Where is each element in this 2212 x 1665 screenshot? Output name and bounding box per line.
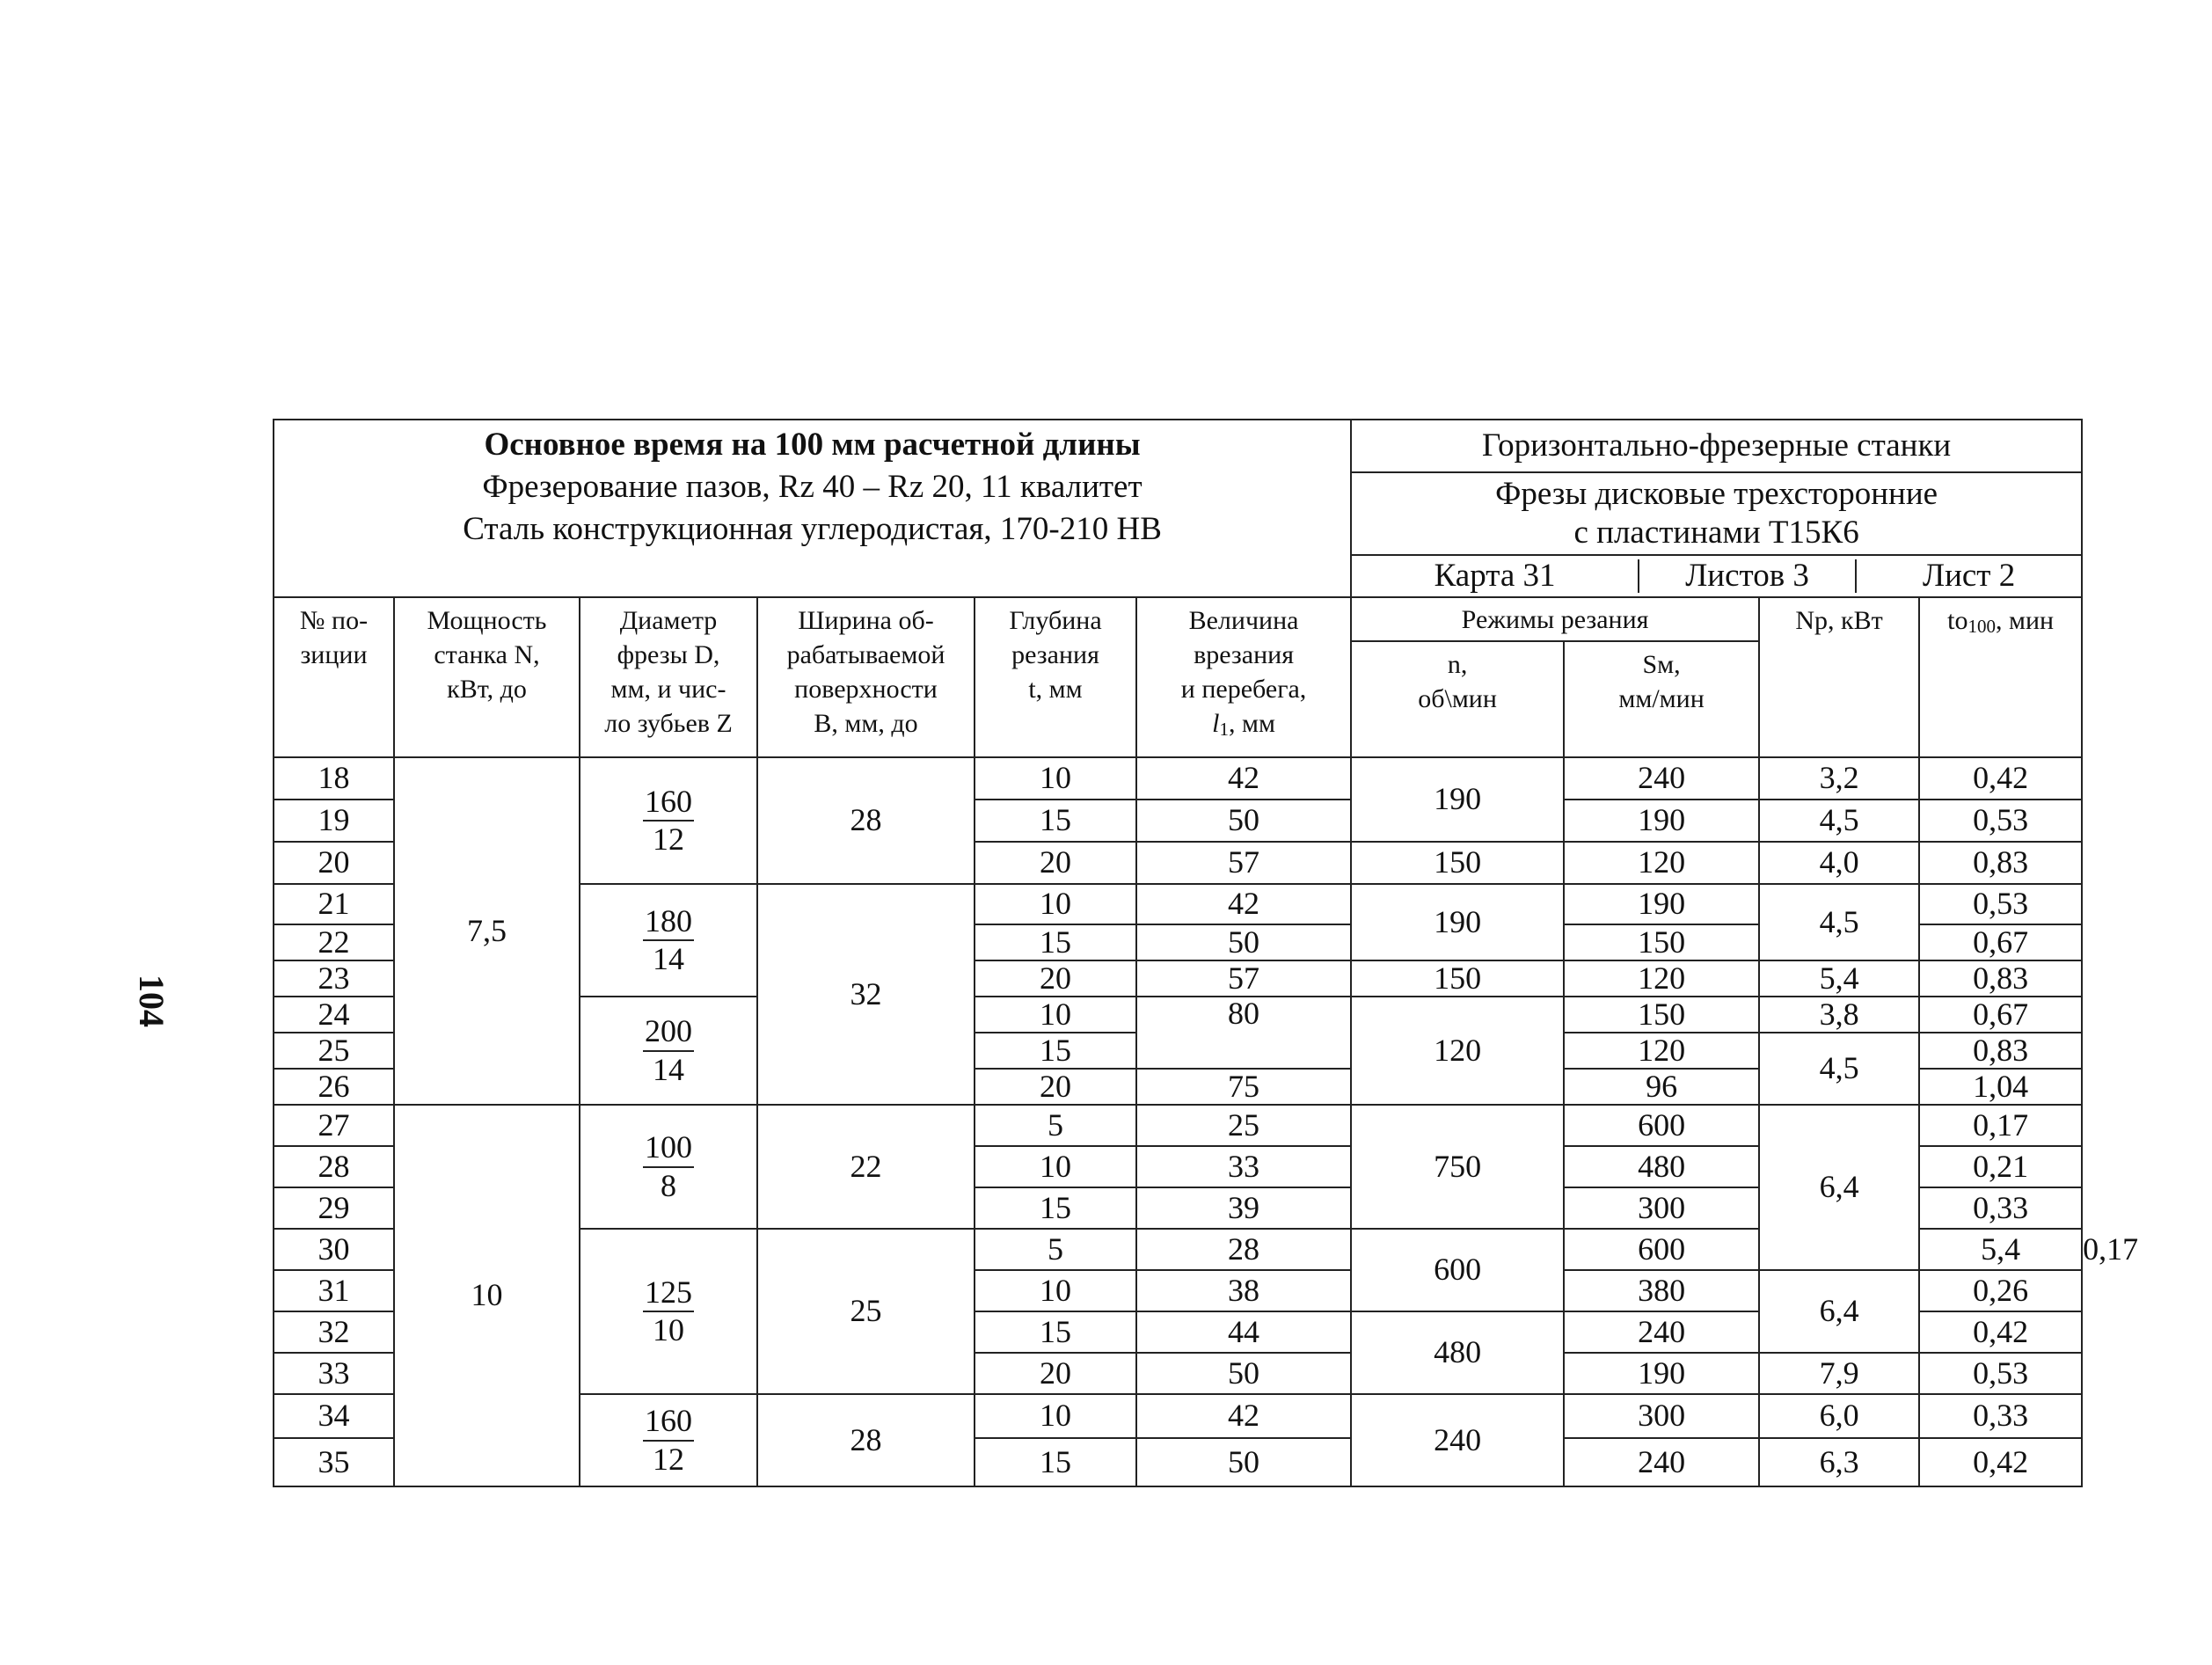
col-power-np: Np, кВт — [1759, 597, 1919, 757]
depth-cell: 20 — [975, 842, 1136, 884]
diameter-value: 100 — [643, 1129, 694, 1167]
main-time-cell: 0,83 — [1919, 960, 2082, 997]
machine-type: Горизонтально-фрезерные станки — [1351, 420, 2082, 472]
tool-line-1: Фрезы дисковые трехсторонние — [1495, 475, 1938, 512]
cutting-power-cell: 4,5 — [1759, 1033, 1919, 1105]
table-title-block — [274, 420, 1351, 597]
position-cell: 29 — [274, 1187, 394, 1229]
teeth-count: 12 — [653, 1441, 684, 1477]
feed-rate-cell: 150 — [1564, 924, 1759, 960]
depth-cell: 15 — [975, 800, 1136, 842]
overrun-cell: 44 — [1136, 1311, 1351, 1353]
spindle-speed-cell: 480 — [1351, 1311, 1564, 1394]
card-info — [1351, 555, 2082, 597]
depth-cell: 5 — [975, 1105, 1136, 1146]
position-cell: 35 — [274, 1438, 394, 1486]
diameter-teeth-cell — [580, 1105, 757, 1229]
main-time-cell: 0,53 — [1919, 884, 2082, 924]
teeth-count: 14 — [653, 941, 684, 976]
depth-cell: 15 — [975, 1187, 1136, 1229]
diameter-fraction — [643, 1274, 694, 1349]
tool-description — [1351, 472, 2082, 555]
overrun-cell: 57 — [1136, 842, 1351, 884]
cutting-power-cell: 3,2 — [1759, 757, 1919, 800]
position-cell: 27 — [274, 1105, 394, 1146]
spindle-speed-cell: 190 — [1351, 884, 1564, 960]
position-cell: 32 — [274, 1311, 394, 1353]
teeth-count: 12 — [653, 822, 684, 857]
cutting-power-cell: 6,4 — [1759, 1270, 1919, 1353]
depth-cell: 20 — [975, 1069, 1136, 1105]
depth-cell: 15 — [975, 1311, 1136, 1353]
operation-description: Фрезерование пазов, Rz 40 – Rz 20, 11 квалитет — [482, 469, 1143, 506]
position-cell: 19 — [274, 800, 394, 842]
overrun-cell: 39 — [1136, 1187, 1351, 1229]
width-cell: 25 — [757, 1229, 975, 1394]
col-cutting-modes: Режимы резания — [1351, 597, 1759, 641]
cutting-power-cell: 4,5 — [1759, 884, 1919, 960]
cutting-power-cell: 4,0 — [1759, 842, 1919, 884]
spindle-speed-cell: 240 — [1351, 1394, 1564, 1486]
table-row — [274, 757, 2082, 800]
spindle-speed-cell: 120 — [1351, 997, 1564, 1105]
overrun-cell: 80 — [1136, 997, 1351, 1069]
feed-rate-cell: 600 — [1564, 1105, 1759, 1146]
overrun-cell: 38 — [1136, 1270, 1351, 1311]
position-cell: 33 — [274, 1353, 394, 1394]
position-cell: 34 — [274, 1394, 394, 1438]
position-cell: 26 — [274, 1069, 394, 1105]
main-time-cell: 0,42 — [1919, 1311, 2082, 1353]
diameter-teeth-cell — [580, 884, 757, 997]
overrun-cell: 33 — [1136, 1146, 1351, 1187]
diameter-teeth-cell — [580, 757, 757, 884]
overrun-cell: 50 — [1136, 800, 1351, 842]
feed-rate-cell: 240 — [1564, 1311, 1759, 1353]
overrun-cell: 50 — [1136, 924, 1351, 960]
depth-cell: 15 — [975, 924, 1136, 960]
cutting-power-cell: 5,4 — [1759, 960, 1919, 997]
main-time-cell: 0,21 — [1919, 1146, 2082, 1187]
overrun-cell: 42 — [1136, 1394, 1351, 1438]
depth-cell: 10 — [975, 757, 1136, 800]
position-cell: 31 — [274, 1270, 394, 1311]
power-cell: 7,5 — [394, 757, 580, 1105]
diameter-fraction — [643, 903, 694, 978]
position-cell: 28 — [274, 1146, 394, 1187]
col-feed-rate: Sм, мм/мин — [1564, 641, 1759, 757]
depth-cell: 10 — [975, 1270, 1136, 1311]
feed-rate-cell: 120 — [1564, 1033, 1759, 1069]
diameter-value: 160 — [643, 784, 694, 822]
depth-cell: 10 — [975, 1146, 1136, 1187]
position-cell: 21 — [274, 884, 394, 924]
spindle-speed-cell: 150 — [1351, 960, 1564, 997]
feed-rate-cell: 600 — [1564, 1229, 1759, 1270]
power-cell: 10 — [394, 1105, 580, 1486]
diameter-teeth-cell — [580, 1394, 757, 1486]
position-cell: 22 — [274, 924, 394, 960]
col-surface-width: Ширина об- рабатываемой поверхности В, мм, до — [757, 597, 975, 757]
col-cut-depth: Глубина резания t, мм — [975, 597, 1136, 757]
depth-cell: 10 — [975, 884, 1136, 924]
table-row: 30 $\frac{125}{10}$ 25 5 28 600 600 5,4 0,17 — [274, 1229, 2082, 1270]
diameter-teeth-cell — [580, 1229, 757, 1394]
depth-cell: 10 — [975, 997, 1136, 1033]
diameter-fraction — [643, 1403, 694, 1478]
depth-cell: 15 — [975, 1438, 1136, 1486]
main-time-cell: 0,42 — [1919, 1438, 2082, 1486]
feed-rate-cell: 300 — [1564, 1187, 1759, 1229]
diameter-value: 160 — [643, 1403, 694, 1441]
width-cell: 22 — [757, 1105, 975, 1229]
col-position: № по- зиции — [274, 597, 394, 757]
depth-cell: 5 — [975, 1229, 1136, 1270]
table-title: Основное время на 100 мм расчетной длины — [484, 427, 1141, 463]
col-cutter-diameter: Диаметр фрезы D, мм, и чис- ло зубьев Z — [580, 597, 757, 757]
main-time-cell: 0,17 — [1919, 1105, 2082, 1146]
width-cell: 32 — [757, 884, 975, 1105]
position-cell: 30 — [274, 1229, 394, 1270]
position-cell: 18 — [274, 757, 394, 800]
col-main-time: to100, мин — [1919, 597, 2082, 757]
feed-rate-cell: 120 — [1564, 842, 1759, 884]
cutting-power-cell: 4,5 — [1759, 800, 1919, 842]
col-overrun: Величина врезания и перебега, l1, мм — [1136, 597, 1351, 757]
overrun-cell: 50 — [1136, 1353, 1351, 1394]
depth-cell: 20 — [975, 1353, 1136, 1394]
page-number: 104 — [132, 975, 172, 1027]
width-cell: 28 — [757, 757, 975, 884]
overrun-cell: 25 — [1136, 1105, 1351, 1146]
cutting-power-cell: 5,4 — [1919, 1229, 2082, 1270]
depth-cell: 10 — [975, 1394, 1136, 1438]
table-row — [274, 1105, 2082, 1146]
feed-rate-cell: 380 — [1564, 1270, 1759, 1311]
main-time-cell: 0,42 — [1919, 757, 2082, 800]
time-norm-table — [273, 419, 2139, 1487]
spindle-speed-cell: 600 — [1351, 1229, 1564, 1311]
position-cell: 20 — [274, 842, 394, 884]
depth-cell: 20 — [975, 960, 1136, 997]
diameter-value: 180 — [643, 903, 694, 941]
diameter-value: 125 — [643, 1274, 694, 1312]
feed-rate-cell: 96 — [1564, 1069, 1759, 1105]
position-cell: 25 — [274, 1033, 394, 1069]
main-time-cell: 0,83 — [1919, 1033, 2082, 1069]
diameter-teeth-cell — [580, 997, 757, 1105]
feed-rate-cell: 190 — [1564, 884, 1759, 924]
card-number: Карта 31 — [1352, 559, 1639, 594]
main-time-cell: 0,33 — [1919, 1394, 2082, 1438]
main-time-cell: 0,67 — [1919, 997, 2082, 1033]
cutting-power-cell: 6,0 — [1759, 1394, 1919, 1438]
overrun-cell: 42 — [1136, 884, 1351, 924]
cutting-power-cell: 6,4 — [1759, 1105, 1919, 1270]
feed-rate-cell: 240 — [1564, 757, 1759, 800]
main-time-cell: 0,33 — [1919, 1187, 2082, 1229]
diameter-value: 200 — [643, 1013, 694, 1051]
width-cell: 28 — [757, 1394, 975, 1486]
material-description: Сталь конструкционная углеродистая, 170-210 НВ — [463, 511, 1162, 548]
diameter-fraction — [643, 784, 694, 858]
spindle-speed-cell: 150 — [1351, 842, 1564, 884]
col-spindle-speed: n, об\мин — [1351, 641, 1564, 757]
cutting-power-cell: 7,9 — [1759, 1353, 1919, 1394]
teeth-count: 8 — [661, 1167, 676, 1203]
feed-rate-cell: 150 — [1564, 997, 1759, 1033]
main-time-cell: 0,53 — [1919, 800, 2082, 842]
main-time-cell: 0,67 — [1919, 924, 2082, 960]
diameter-fraction — [643, 1129, 694, 1204]
position-cell: 24 — [274, 997, 394, 1033]
feed-rate-cell: 120 — [1564, 960, 1759, 997]
main-time-cell: 1,04 — [1919, 1069, 2082, 1105]
col-machine-power: Мощность станка N, кВт, до — [394, 597, 580, 757]
spindle-speed-cell: 750 — [1351, 1105, 1564, 1229]
overrun-cell: 50 — [1136, 1438, 1351, 1486]
feed-rate-cell: 240 — [1564, 1438, 1759, 1486]
sheet-count: Листов 3 — [1639, 559, 1857, 594]
main-time-cell: 0,53 — [1919, 1353, 2082, 1394]
feed-rate-cell: 190 — [1564, 800, 1759, 842]
depth-cell: 15 — [975, 1033, 1136, 1069]
sheet-number: Лист 2 — [1922, 557, 2016, 594]
overrun-cell: 57 — [1136, 960, 1351, 997]
teeth-count: 14 — [653, 1051, 684, 1087]
feed-rate-cell: 480 — [1564, 1146, 1759, 1187]
diameter-fraction — [643, 1013, 694, 1088]
overrun-cell: 75 — [1136, 1069, 1351, 1105]
teeth-count: 10 — [653, 1312, 684, 1347]
main-time-cell: 0,83 — [1919, 842, 2082, 884]
position-cell: 23 — [274, 960, 394, 997]
cutting-power-cell: 3,8 — [1759, 997, 1919, 1033]
overrun-cell: 28 — [1136, 1229, 1351, 1270]
feed-rate-cell: 190 — [1564, 1353, 1759, 1394]
spindle-speed-cell: 190 — [1351, 757, 1564, 842]
overrun-cell: 42 — [1136, 757, 1351, 800]
feed-rate-cell: 300 — [1564, 1394, 1759, 1438]
main-time-cell: 0,26 — [1919, 1270, 2082, 1311]
cutting-power-cell: 6,3 — [1759, 1438, 1919, 1486]
tool-line-2: с пластинами Т15К6 — [1573, 515, 1859, 551]
